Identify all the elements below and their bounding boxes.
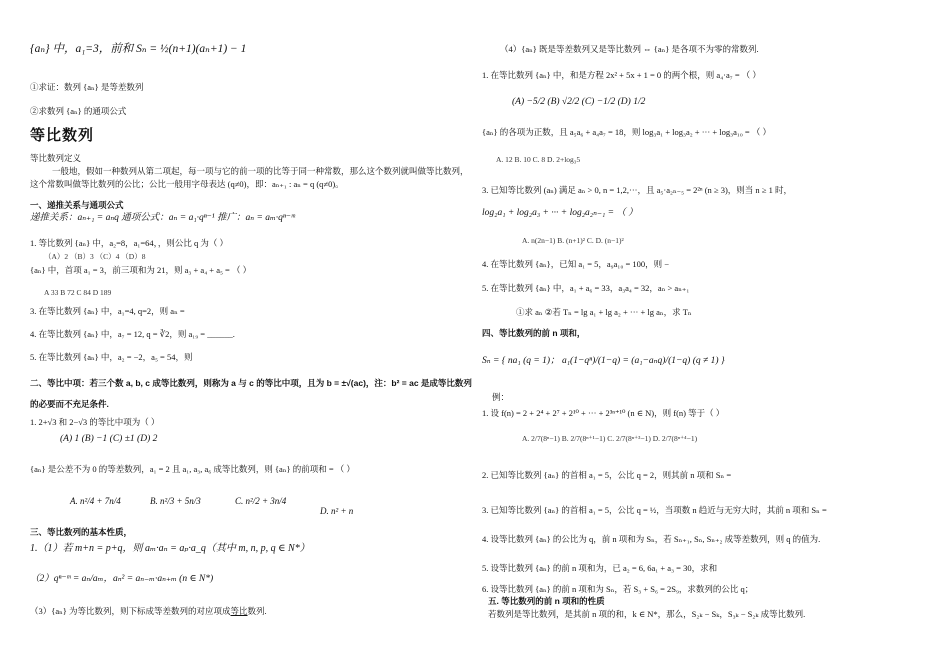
property-3-end: 数列. [247, 606, 267, 616]
exercise-mean-1: 1. 2+√3 和 2−√3 的等比中项为（ ） [30, 417, 160, 427]
formula-line: 递推关系：aₙ₊₁ = aₙq 通项公式：aₙ = a₁·qⁿ⁻¹ 推广：aₙ = aₘ·qⁿ⁻ᵐ [30, 213, 295, 223]
section-heading-5: 五. 等比数列的前 n 项和的性质 [488, 596, 605, 606]
example-3: 3. 已知等比数列 {aₙ} 的首相 a₁ = 5，公比 q = ½，当项数 n 趋近与无穷大时，其前 n 项和 Sₙ = [482, 505, 827, 515]
exercise-2: {aₙ} 中，首项 a₁ = 3，前三项和为 21，则 a₃ + a₄ + a₅ = （ ） [30, 265, 252, 275]
sum-property: 若数列是等比数列，是其前 n 项的和，k ∈ N*，那么，S₂ₖ − Sₖ，S₃ₖ − S₂ₖ 成等比数列. [488, 609, 806, 619]
property-1: 1.（1）若 m+n = p+q，则 aₘ·aₙ = aₚ·a_q（其中 m, n, p, q ∈ N*） [30, 543, 310, 554]
property-3-text: （3）{aₙ} 为等比数列，则下标成等差数列的对应项成 [30, 606, 231, 616]
property-3-underlined: 等比 [230, 606, 248, 616]
example-2: 2. 已知等比数列 {aₙ} 的首相 a₁ = 5，公比 q = 2，则其前 n 项和 Sₙ = [482, 470, 732, 480]
right-exercise-4: 4. 在等比数列 {aₙ}，已知 a₁ = 5，a₉a₁₀ = 100，则 − [482, 259, 670, 269]
option-a: A. n²/4 + 7n/4 [70, 496, 121, 506]
right-exercise-3-expr: log₂a₁ + log₂a₃ + ··· + log₂a₂ₙ₋₁ = （ ） [482, 208, 638, 218]
exercise-3: 3. 在等比数列 {aₙ} 中，a₁=4, q=2，则 aₙ = [30, 306, 185, 316]
section-heading-3: 三、等比数列的基本性质， [30, 527, 133, 537]
example-1: 1. 设 f(n) = 2 + 2⁴ + 2⁷ + 2¹⁰ + ··· + 2³ⁿ⁺¹⁰ (n ∈ N)，则 f(n) 等于（ ） [482, 408, 725, 418]
right-exercise-1: 1. 在等比数列 {aₙ} 中，和是方程 2x² + 5x + 1 = 0 的两个根，则 a₄·a₇ = （ ） [482, 70, 761, 80]
section-heading-2-cont: 的必要而不充足条件. [30, 399, 109, 409]
problem-part-1: ①求证：数列 {aₙ} 是等差数列 [30, 82, 144, 92]
example-label: 例： [492, 392, 510, 402]
property-3 [30, 606, 267, 617]
problem-part-2: ②求数列 {aₙ} 的通项公式 [30, 106, 127, 116]
example-5: 5. 设等比数列 {aₙ} 的前 n 项和为，已 a₂ = 6, 6a₁ + a₃ = 30，求和 [482, 563, 718, 573]
right-exercise-2: {aₙ} 的各项为正数，且 a₅a₆ + a₄a₇ = 18，则 log₃a₁ + log₃a₂ + ··· + log₃a₁₀ = （ ） [482, 127, 771, 137]
option-c: C. n²/2 + 3n/4 [235, 496, 287, 506]
option-d: D. n² + n [320, 506, 354, 516]
exercise-1-options: （A）2 （B）3 （C）4 （D）8 [44, 252, 146, 261]
section-heading-4: 四、等比数列的前 n 项和， [482, 328, 586, 338]
example-6: 6. 设等比数列 {aₙ} 的前 n 项和为 Sₙ，若 S₃ + S₆ = 2S₉，求数列的公比 q； [482, 584, 754, 594]
exercise-4: 4. 在等比数列 {aₙ} 中，a₇ = 12, q = ∛2，则 a₁₉ = ______. [30, 329, 235, 339]
sum-formula: Sₙ = { na₁ (q = 1)； a₁(1−qⁿ)/(1−q) = (a₁−aₙq)/(1−q) (q ≠ 1) } [482, 356, 725, 366]
right-column [482, 0, 922, 672]
section-heading-2: 二、等比中项：若三个数 a, b, c 成等比数列，则称为 a 与 c 的等比中项，且为 b = ±√(ac)，注：b² = ac 是成等比数列 [30, 378, 472, 388]
exercise-1: 1. 等比数列 {aₙ} 中，a₂=8，a₁=64，，则公比 q 为（ ） [30, 238, 229, 248]
option-b: B. n²/3 + 5n/3 [150, 496, 201, 506]
left-column [30, 0, 470, 672]
property-4: （4）{aₙ} 既是等差数列又是等比数列 ⇔ {aₙ} 是各项不为零的常数列. [500, 44, 759, 54]
exercise-5: 5. 在等比数列 {aₙ} 中，a₂ = −2，a₅ = 54，则 [30, 352, 193, 362]
right-exercise-5-parts: ①求 aₙ ②若 Tₙ = lg a₁ + lg a₂ + ··· + lg aₙ，求 Tₙ [516, 307, 692, 317]
right-exercise-3-options: A. n(2n−1) B. (n+1)² C. D. (n−1)² [522, 236, 624, 245]
right-exercise-5: 5. 在等比数列 {aₙ} 中，a₁ + a₆ = 33，a₃a₄ = 32，aₙ > aₙ₊₁ [482, 283, 690, 293]
definition-heading: 等比数列定义 [30, 153, 82, 163]
right-exercise-1-options: (A) −5/2 (B) √2/2 (C) −1/2 (D) 1/2 [512, 97, 646, 107]
definition-text: 一般地，假如一种数列从第二项起，每一项与它的前一项的比等于同一种常数，那么这个数列就叫做等比数列， [52, 166, 469, 176]
exercise-2-options: A 33 B 72 C 84 D 189 [44, 288, 112, 297]
section-heading-1: 一、递推关系与通项公式 [30, 200, 124, 210]
example-1-options: A. 2/7(8ⁿ−1) B. 2/7(8ⁿ⁺¹−1) C. 2/7(8ⁿ⁺³−1) D. 2/7(8ⁿ⁺⁴−1) [522, 434, 698, 443]
definition-text-2: 这个常数叫做等比数列的公比；公比一般用字母表达 (q≠0)，即：aₙ₊₁ : aₙ = q (q≠0)。 [30, 179, 344, 189]
property-2: （2）qⁿ⁻ᵐ = aₙ/aₘ，aₙ² = aₙ₋ₘ·aₙ₊ₘ (n ∈ N*) [30, 574, 214, 584]
example-4: 4. 设等比数列 {aₙ} 的公比为 q，前 n 项和为 Sₙ，若 Sₙ₊₁, Sₙ, Sₙ₊₂ 成等差数列，则 q 的值为. [482, 534, 821, 544]
page-title: 等比数列 [30, 127, 95, 144]
problem-intro: {aₙ} 中，a₁=3，前和 Sₙ = ½(n+1)(aₙ+1) − 1 [30, 43, 247, 55]
exercise-mean-1-options: (A) 1 (B) −1 (C) ±1 (D) 2 [60, 434, 158, 444]
right-exercise-2-options: A. 12 B. 10 C. 8 D. 2+log₃5 [496, 155, 581, 164]
right-exercise-3: 3. 已知等比数列 (aₙ) 满足 aₙ > 0, n = 1,2,···，且 a₅·a₂ₙ₋₅ = 2²ⁿ (n ≥ 3)，则当 n ≥ 1 时， [482, 185, 792, 195]
exercise-mean-2: {aₙ} 是公差不为 0 的等差数列，a₁ = 2 且 a₁, a₃, a₆ 成等比数列，则 {aₙ} 的前项和 = （ ） [30, 464, 355, 474]
